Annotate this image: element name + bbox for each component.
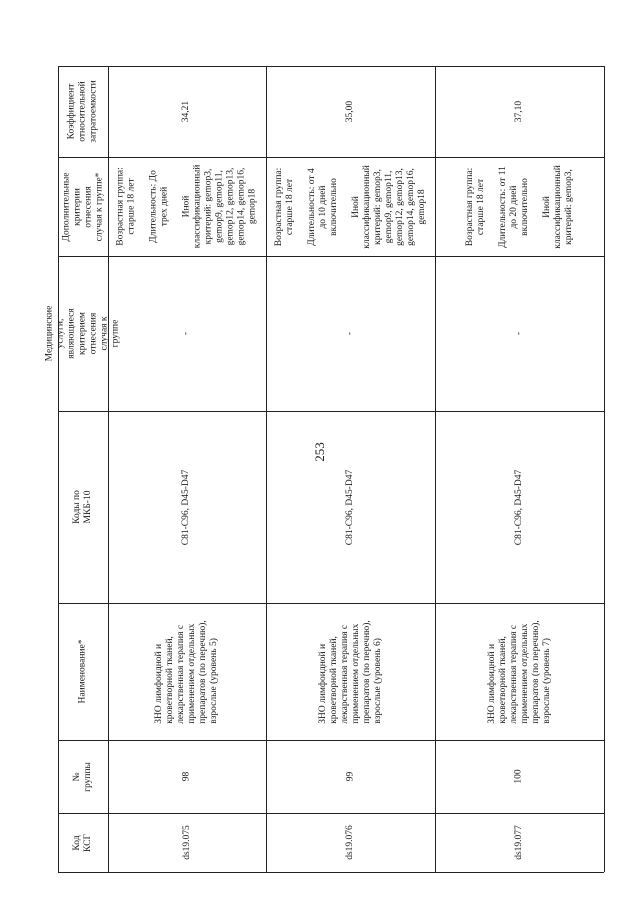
header-name: Наименование* [77,639,88,704]
row3-name: ЗНО лимфоидной и кроветворной тканей, лекарственная терапия с применением отдельных препаратов (по перечню), взрослые (уровень 7) [486,619,552,724]
row2-name: ЗНО лимфоидной и кроветворной тканей, лекарственная терапия с применением отдельных препаратов (по перечню), взрослые (уровень 6) [317,619,383,724]
header-group-no: № группы [71,761,93,792]
header-code: Код КСГ [72,833,93,852]
row3-group-no: 100 [514,769,524,784]
row1-group-no: 98 [181,771,192,782]
row3-mkb: C81-C96, D45-D47 [513,469,524,545]
row3-services: - [513,331,524,336]
row2-group-no: 99 [345,771,355,782]
row2-coef: 35,00 [345,100,355,123]
header-services: Медицинские услуги, являющиеся критерием отнесения случая к группе [44,305,121,362]
ksg-table [44,66,604,872]
row1-coef: 34,21 [181,100,192,123]
row1-services: - [181,331,192,336]
row1-name: ЗНО лимфоидной и кроветворной тканей, лекарственная терапия с применением отдельных препаратов (по перечню), взрослые (уровень 5) [153,619,219,724]
header-coef: Коэффициент относительной затратоемкости [66,80,99,143]
row3-code: ds19.077 [513,825,524,860]
page-number: 253 [312,442,327,462]
row1-criteria: Возрастная группа: старше 18 лет Длительность: До трех дней Иной классификационный критерий: gemop3, gemop9, gemop11, gemop12, gemop13, gemop14, gemop16, gemop18 [115,164,258,249]
row1-code: ds19.075 [181,825,192,860]
header-criteria: Дополнительные критерии отнесения случая к группе* [61,172,105,241]
row2-mkb: C81-C96, D45-D47 [344,469,355,545]
row2-criteria: Возрастная группа: старше 18 лет Длительность: от 4 до 10 дней включительно Иной классификационный критерий: gemop3, gemop9, gemop11, gemop12, gemop13, gemop14, gemop16, gemop18 [273,164,427,249]
row3-criteria: Возрастная группа: старше 18 лет Длительность: от 11 до 20 дней включительно Иной классификационный критерий: gemop3, [464,164,574,249]
row1-mkb: C81-C96, D45-D47 [181,469,192,545]
row2-code: ds19.076 [344,825,355,860]
row3-coef: 37,10 [514,100,524,123]
header-mkb: Коды по МКБ-10 [72,490,93,524]
row2-services: - [344,331,355,336]
